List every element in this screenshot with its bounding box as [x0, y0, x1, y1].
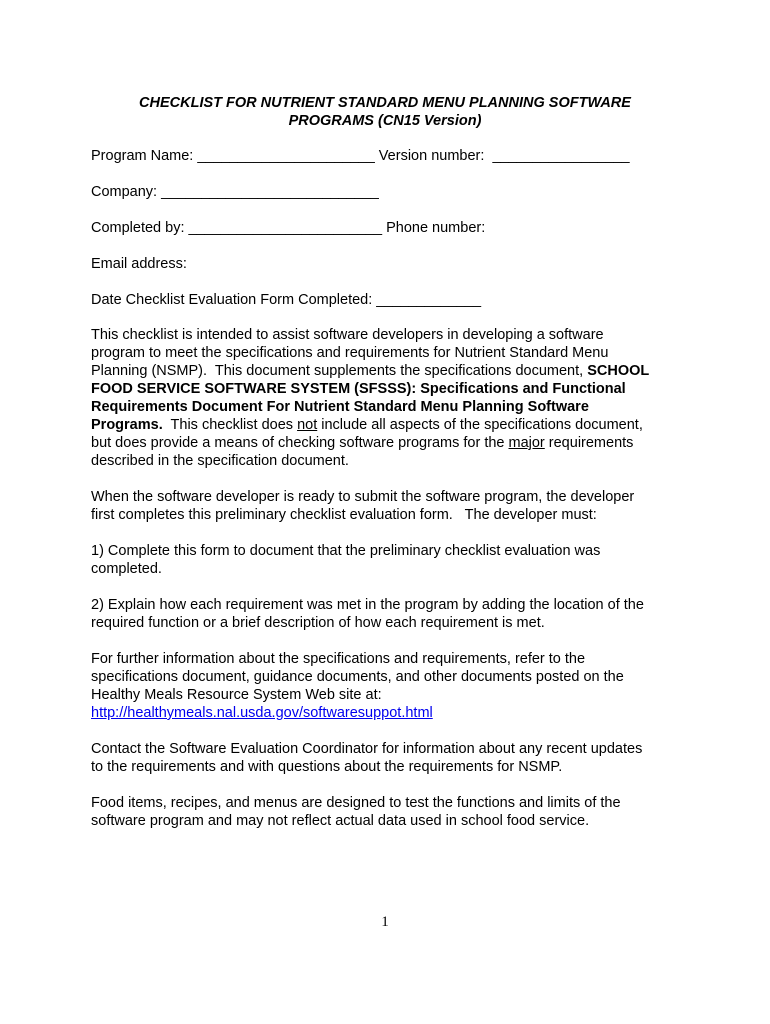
food-items-line: Food items, recipes, and menus are designed to test the functions and limits of the: [91, 795, 621, 811]
further-info-line: specifications document, guidance documents, and other documents posted on the: [91, 669, 624, 685]
step-1-line: completed.: [91, 561, 162, 577]
link-line: [91, 704, 681, 722]
intro-text: Planning (NSMP). This document supplements the specifications document,: [91, 363, 588, 379]
intro-line: [91, 362, 681, 380]
food-items-line: software program and may not reflect actual data used in school food service.: [91, 813, 590, 829]
completed-by-field[interactable]: Completed by: ________________________ Phone number:: [91, 220, 486, 236]
company-field[interactable]: Company: ___________________________: [91, 184, 379, 200]
intro-line: [91, 416, 681, 434]
step-1-line: 1) Complete this form to document that the preliminary checklist evaluation was: [91, 543, 601, 559]
step-2-line: 2) Explain how each requirement was met in the program by adding the location of the: [91, 597, 644, 613]
emphasis-major: major: [508, 435, 545, 451]
intro-text: This checklist does: [162, 417, 298, 433]
sfsss-title-text: Requirements Document For Nutrient Standard Menu Planning Software: [91, 399, 589, 415]
page-number: 1: [381, 914, 389, 930]
step-2-line: required function or a brief description of how each requirement is met.: [91, 615, 545, 631]
contact-line: to the requirements and with questions about the requirements for NSMP.: [91, 759, 563, 775]
emphasis-not: not: [297, 417, 318, 433]
step-2-paragraph: [91, 596, 681, 632]
sfsss-title-text: FOOD SERVICE SOFTWARE SYSTEM (SFSSS): Specifications and Functional: [91, 381, 626, 397]
submit-line: When the software developer is ready to submit the software program, the developer: [91, 489, 635, 505]
email-field[interactable]: Email address:: [91, 256, 187, 272]
contact-line: Contact the Software Evaluation Coordinator for information about any recent updates: [91, 741, 643, 757]
date-completed-field[interactable]: Date Checklist Evaluation Form Completed: _____________: [91, 292, 482, 308]
submit-paragraph: [91, 488, 681, 524]
title-line-2: PROGRAMS (CN15 Version): [288, 113, 482, 129]
document-title: [60, 94, 710, 130]
intro-text: include all aspects of the specifications document,: [317, 417, 643, 433]
intro-text: requirements: [544, 435, 634, 451]
further-info-line: Healthy Meals Resource System Web site at:: [91, 687, 382, 703]
intro-line: [91, 434, 681, 452]
sfsss-title-text: Programs.: [91, 417, 163, 433]
further-info-paragraph: [91, 650, 681, 722]
intro-line: This checklist is intended to assist software developers in developing a software: [91, 327, 604, 343]
contact-paragraph: [91, 740, 681, 776]
further-info-line: For further information about the specifications and requirements, refer to the: [91, 651, 586, 667]
intro-line: program to meet the specifications and requirements for Nutrient Standard Menu: [91, 345, 609, 361]
submit-line: first completes this preliminary checklist evaluation form. The developer must:: [91, 507, 597, 523]
intro-text: but does provide a means of checking software programs for the: [91, 435, 509, 451]
healthy-meals-link[interactable]: http://healthymeals.nal.usda.gov/softwaresuppot.html: [91, 705, 433, 721]
food-items-paragraph: [91, 794, 681, 830]
sfsss-title-text: SCHOOL: [587, 363, 650, 379]
intro-paragraph: [91, 326, 681, 470]
program-name-field[interactable]: Program Name: ______________________ Version number: _________________: [91, 148, 630, 164]
step-1-paragraph: [91, 542, 681, 578]
title-line-1: CHECKLIST FOR NUTRIENT STANDARD MENU PLANNING SOFTWARE: [139, 95, 631, 111]
intro-line: described in the specification document.: [91, 453, 349, 469]
